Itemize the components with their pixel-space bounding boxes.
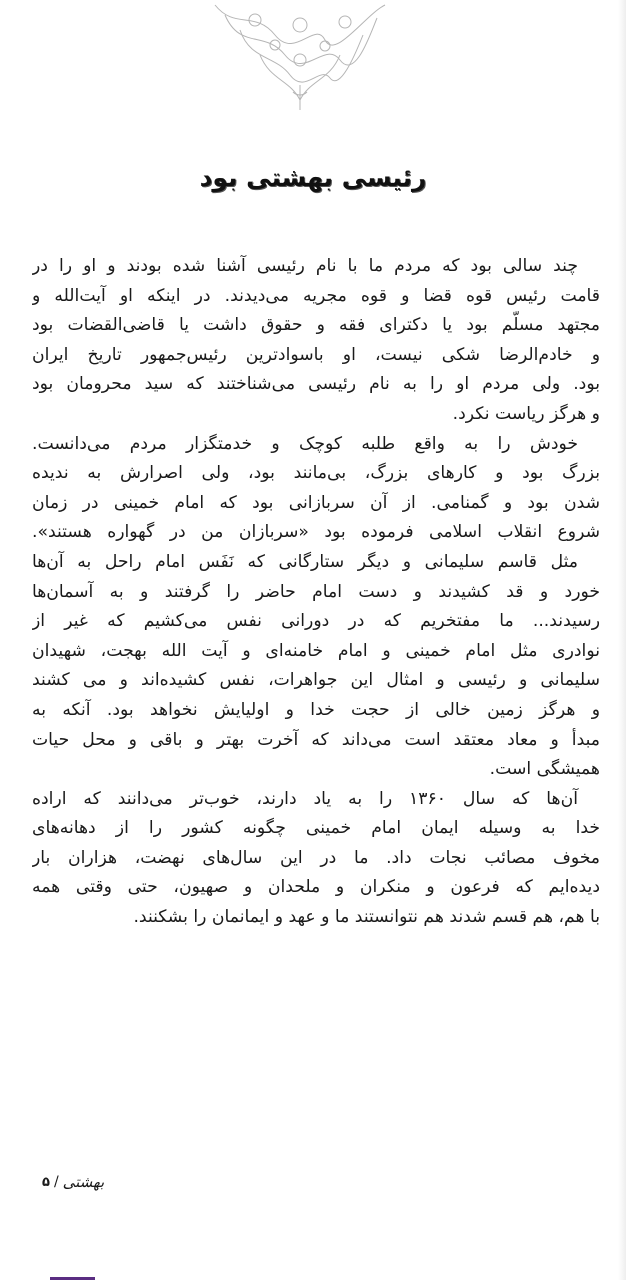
text-line: نوادری مثل امام خمینی و امام خامنه‌ای و آیت الله بهجت، شهیدان [32, 640, 600, 661]
text-line: همیشگی است. [489, 759, 600, 780]
text-line: سلیمانی و رئیسی و امثال این جواهرات، نفس کشیده‌اند و می کشند [32, 670, 600, 691]
text-line: خدا به وسیله ایمان امام خمینی چگونه کشور را از دهانه‌های [32, 818, 600, 839]
folio-separator: / [53, 1174, 59, 1190]
text-line: خودش را به واقع طلبه کوچک و خدمتگزار مردم می‌دانست. [32, 433, 578, 454]
text-line: بود. ولی مردم او را به نام رئیسی می‌شناختند که سید محرومان بود [32, 374, 600, 395]
page-footer [42, 1173, 104, 1191]
text-line: چند سالی بود که مردم ما با نام رئیسی آشنا شده بودند و او را در [32, 256, 578, 276]
running-title: بهشتی [62, 1173, 105, 1191]
text-line: مجتهد مسلّم بود یا دکترای فقه و حقوق داشت یا قاضی‌القضات بود [32, 315, 600, 336]
text-line: مخوف مصائب نجات داد. ما در این سال‌های نهضت، هزاران بار [32, 847, 600, 868]
page-title: رئیسی بهشتی بود [199, 163, 427, 192]
body-text [32, 252, 600, 933]
text-line: شدن بود و گمنامی. از آن سربازانی بود که امام خمینی در زمان [32, 492, 600, 513]
text-line: دیده‌ایم که فرعون و منکران و ملحدان و صهیون، حتی وقتی همه [32, 877, 600, 898]
text-line: بزرگ بود و کارهای بزرگ، بی‌مانند بود، ولی اصرارش به ندیده [32, 463, 600, 484]
text-line: آن‌ها که سال ۱۳۶۰ را به یاد دارند، خوب‌تر می‌دانند که اراده [32, 788, 578, 809]
text-line: و خادم‌الرضا شکی نیست، او باسوادترین رئیس‌جمهور تاریخ ایران [32, 344, 600, 365]
text-line: قامت رئیس قوه قضا و قوه مجریه می‌دیدند. در اینکه او آیت‌الله و [32, 285, 600, 306]
text-line: با هم، هم قسم شدند هم نتوانستند ما و عهد و ایمانمان را بشکنند. [133, 907, 600, 928]
page-edge-shadow [618, 0, 626, 1280]
text-line: رسیدند... ما مفتخریم که در دورانی نفس می‌کشیم که غیر از [32, 611, 600, 632]
text-line: مبدأ و معاد معتقد است می‌داند که آخرت بهتر و باقی و محل حیات [32, 729, 600, 750]
text-line: و هرگز زمین خالی از حجت خدا و اولیایش نخواهد بود. آنکه به [32, 699, 600, 720]
text-line: شروع انقلاب اسلامی فرموده بود «سربازان من در گهواره هستند». [32, 522, 600, 543]
text-line: خورد و قد کشیدند و دست امام حاضر را گرفتند و به آسمان‌ها [32, 581, 600, 602]
text-line: مثل قاسم سلیمانی و دیگر ستارگانی که نَفَس امام راحل به آن‌ها [32, 551, 578, 572]
page-number: ۵ [42, 1174, 50, 1190]
text-line: و هرگز ریاست نکرد. [452, 403, 600, 424]
floral-ornament-icon [205, 0, 395, 112]
